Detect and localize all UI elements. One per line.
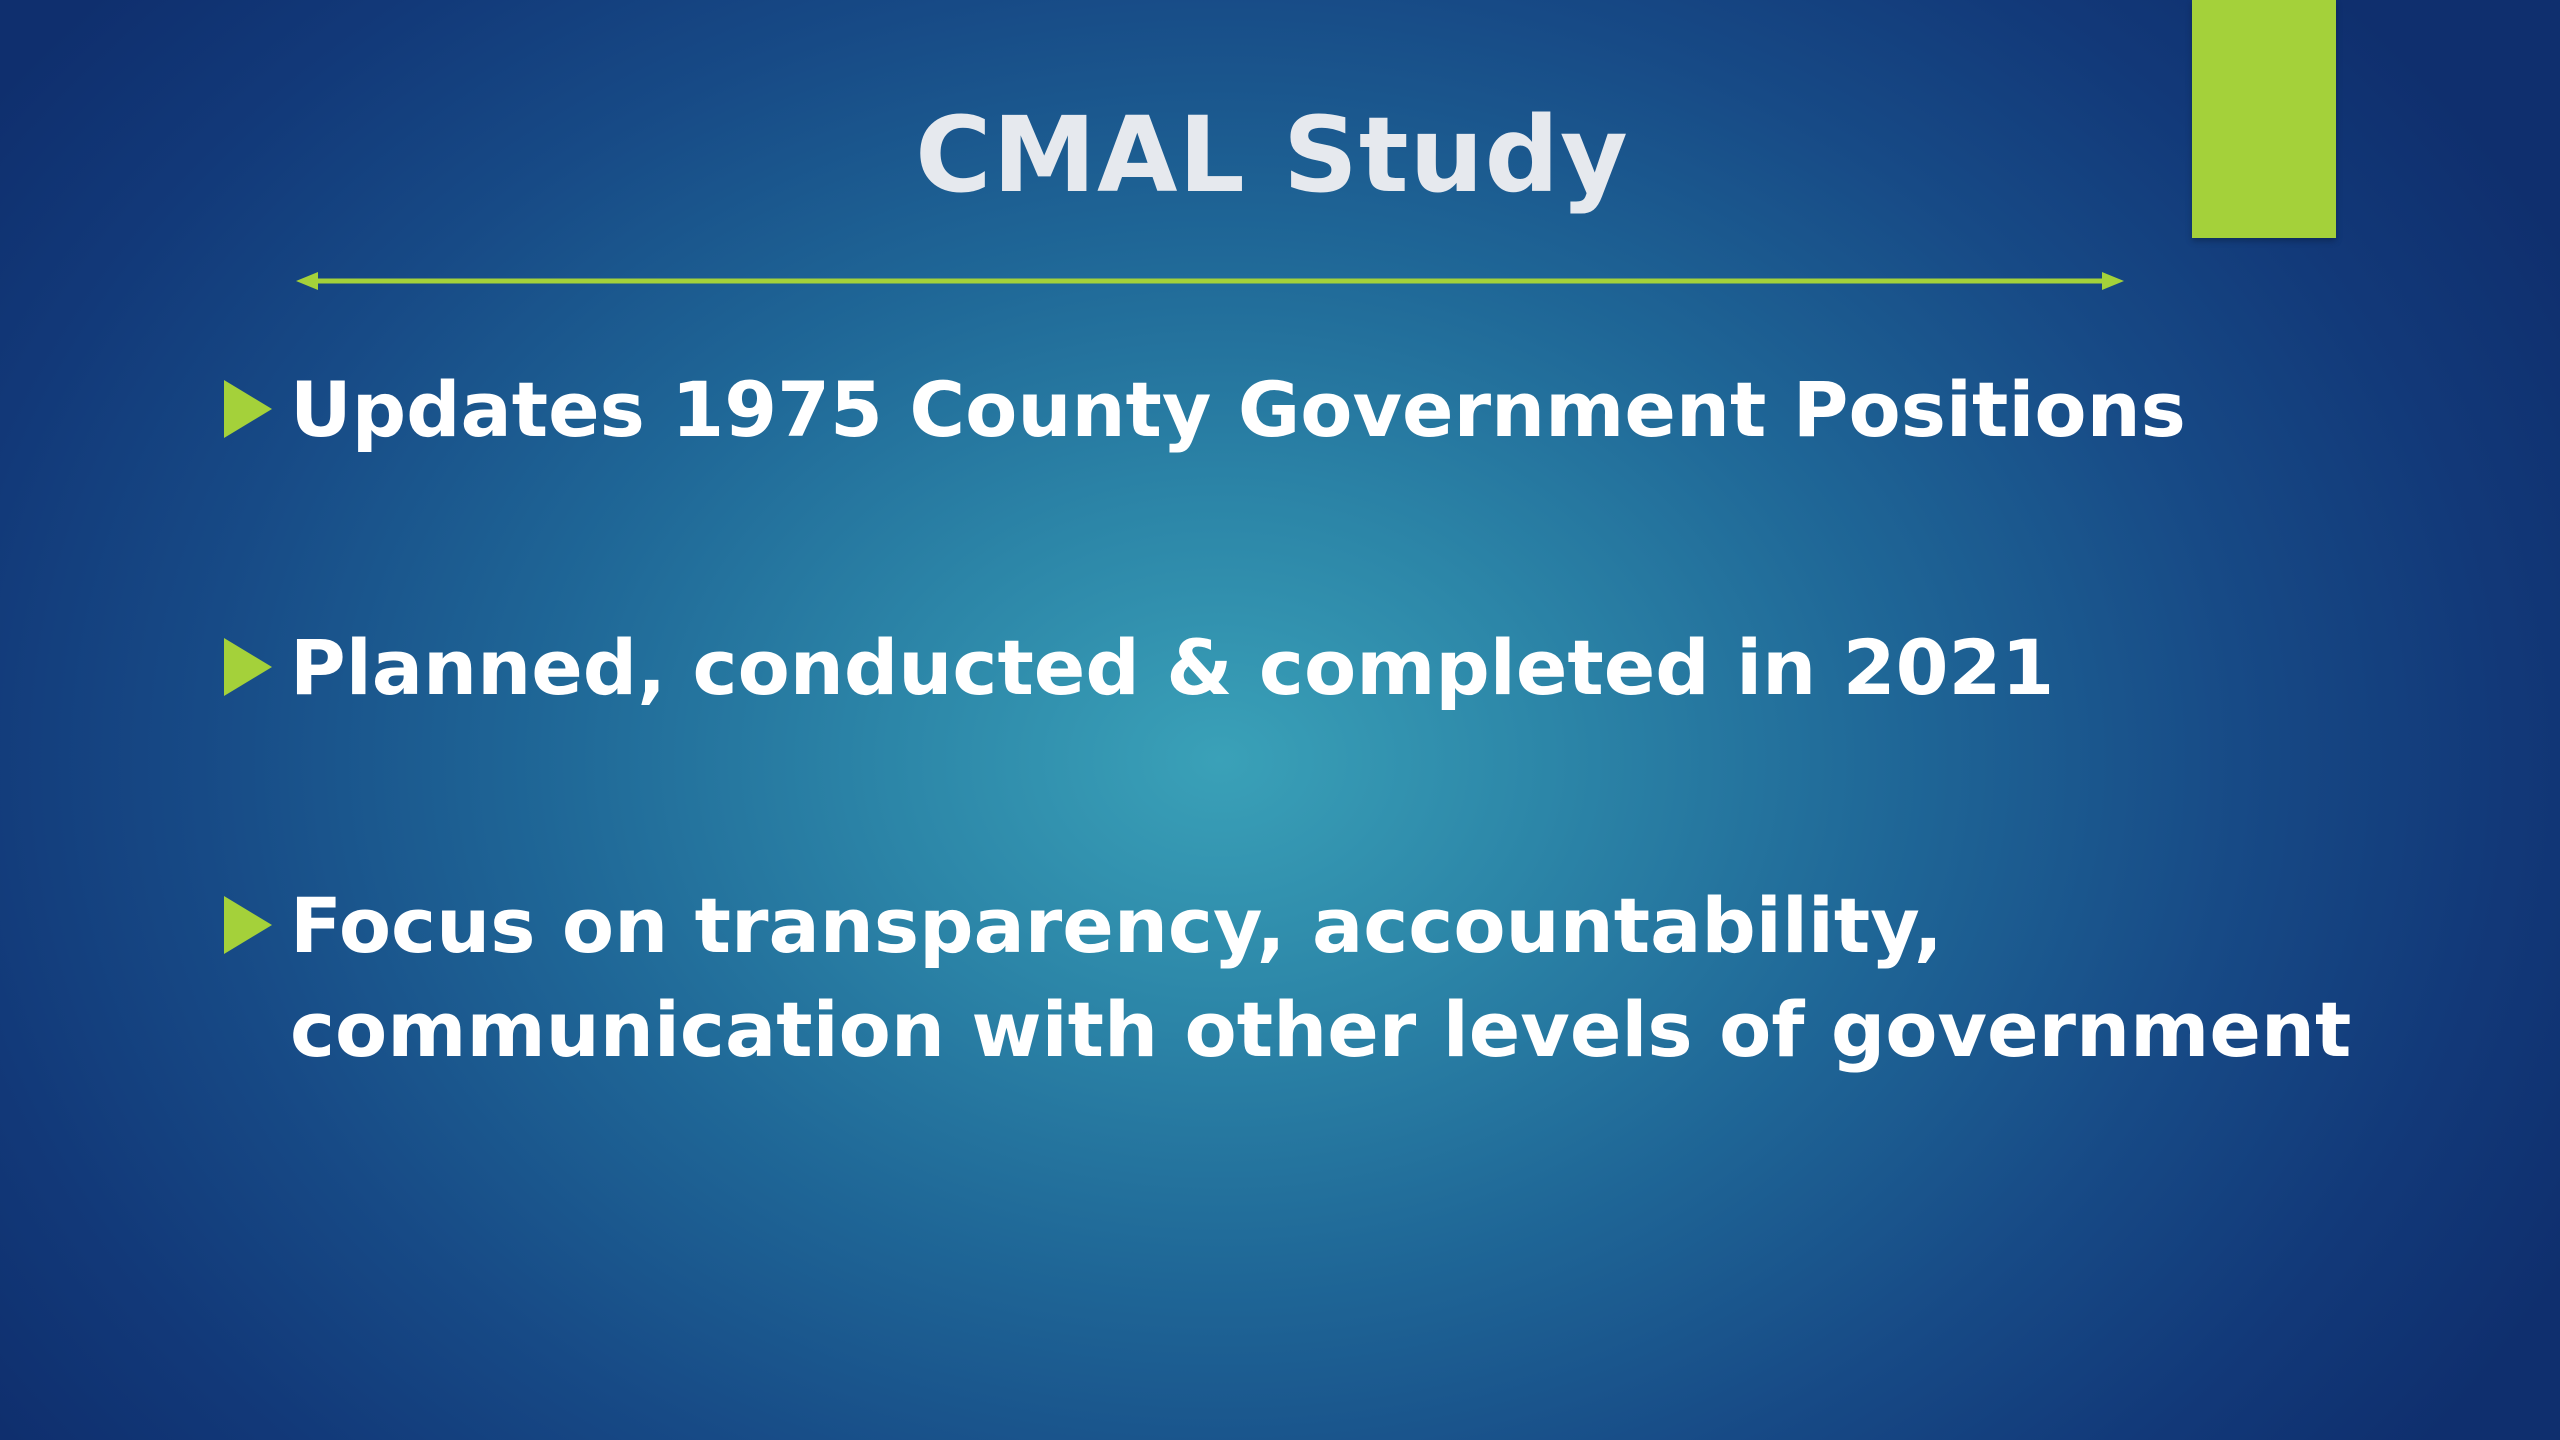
bullet-text (290, 616, 2054, 720)
bullet-line: Planned, conducted & completed in 2021 (290, 623, 2055, 712)
bullet-text (290, 874, 2351, 1082)
bullet-line: Focus on transparency, accountability, (290, 881, 1943, 970)
bullet-item (224, 616, 2054, 720)
triangle-bullet-icon (224, 896, 272, 954)
triangle-bullet-icon (224, 380, 272, 438)
slide-title: CMAL Study (915, 94, 1629, 216)
bullet-item (224, 874, 2351, 1082)
bullet-line: Updates 1975 County Government Positions (290, 365, 2186, 454)
bullet-item (224, 358, 2186, 462)
triangle-bullet-icon (224, 638, 272, 696)
title-divider-arrow (296, 266, 2124, 296)
bullet-line: communication with other levels of government (290, 985, 2352, 1074)
bullet-text (290, 358, 2186, 462)
